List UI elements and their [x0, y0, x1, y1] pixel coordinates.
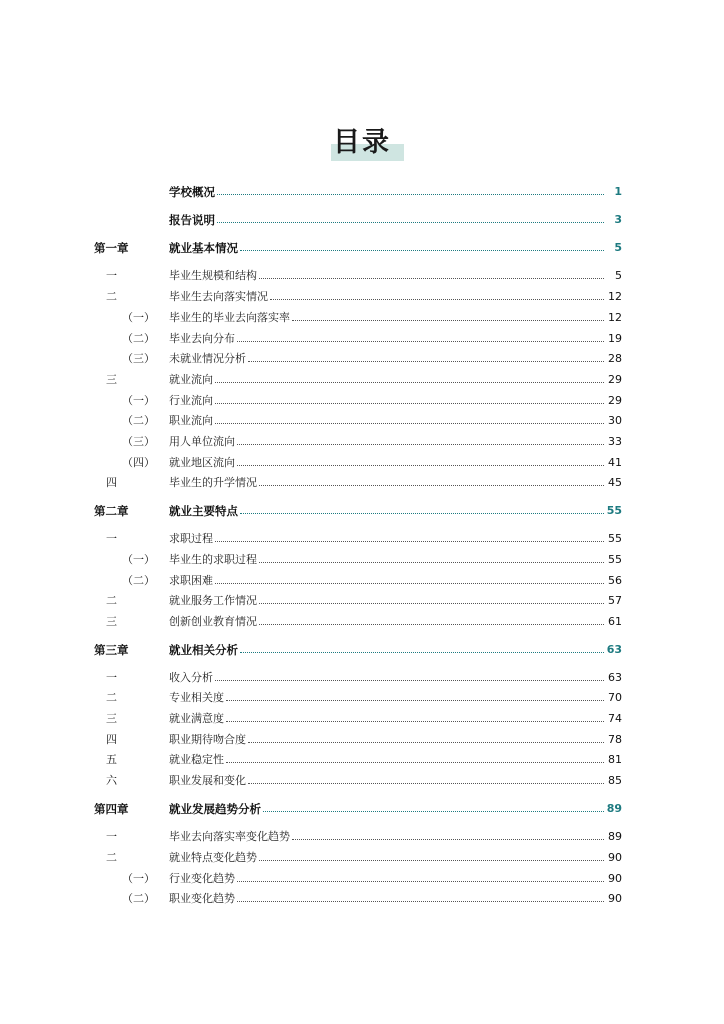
toc-dot-leader — [215, 583, 604, 584]
toc-entry[interactable] — [94, 773, 622, 789]
toc-entry[interactable] — [94, 212, 622, 228]
toc-entry-page-number: 5 — [615, 269, 622, 282]
toc-entry-number: 五 — [106, 753, 117, 766]
toc-entry-number: 二 — [106, 290, 117, 303]
toc-entry-label: 就业服务工作情况 — [169, 594, 257, 607]
toc-entry-page-number: 33 — [608, 435, 622, 448]
toc-entry-number: 第四章 — [94, 802, 129, 816]
toc-entry-page-number: 70 — [608, 691, 622, 704]
toc-entry-label: 职业期待吻合度 — [169, 733, 246, 746]
toc-dot-leader — [226, 700, 604, 701]
page-title: 目录 — [333, 127, 391, 158]
toc-dot-leader — [237, 881, 604, 882]
toc-entry-number: （二） — [122, 892, 155, 905]
toc-dot-leader — [292, 320, 604, 321]
toc-dot-leader — [240, 513, 604, 514]
toc-entry[interactable] — [94, 434, 622, 450]
toc-entry-label: 就业特点变化趋势 — [169, 851, 257, 864]
toc-entry[interactable] — [94, 503, 622, 519]
toc-dot-leader — [217, 222, 604, 223]
toc-entry-number: 第二章 — [94, 504, 129, 518]
toc-entry[interactable] — [94, 240, 622, 256]
toc-dot-leader — [215, 382, 604, 383]
toc-entry-label: 就业稳定性 — [169, 753, 224, 766]
toc-dot-leader — [215, 541, 604, 542]
toc-entry-number: （四） — [122, 456, 155, 469]
toc-dot-leader — [248, 361, 604, 362]
toc-entry-number: 四 — [106, 476, 117, 489]
toc-dot-leader — [259, 278, 604, 279]
toc-entry[interactable] — [94, 891, 622, 907]
toc-entry-page-number: 63 — [606, 643, 622, 656]
toc-entry[interactable] — [94, 475, 622, 491]
toc-dot-leader — [237, 444, 604, 445]
toc-entry[interactable] — [94, 573, 622, 589]
toc-entry-page-number: 45 — [608, 476, 622, 489]
toc-entry[interactable] — [94, 871, 622, 887]
toc-entry-page-number: 55 — [608, 553, 622, 566]
toc-entry-label: 就业发展趋势分析 — [169, 802, 261, 816]
toc-entry-number: （二） — [122, 574, 155, 587]
toc-entry-page-number: 55 — [608, 532, 622, 545]
toc-dot-leader — [215, 423, 604, 424]
toc-entry-label: 毕业生的升学情况 — [169, 476, 257, 489]
toc-entry-number: （二） — [122, 414, 155, 427]
toc-entry[interactable] — [94, 850, 622, 866]
toc-entry-page-number: 63 — [608, 671, 622, 684]
toc-dot-leader — [248, 742, 604, 743]
toc-entry-number: 一 — [106, 532, 117, 545]
toc-dot-leader — [263, 811, 604, 812]
toc-dot-leader — [237, 341, 604, 342]
toc-entry-number: （一） — [122, 311, 155, 324]
toc-dot-leader — [226, 721, 604, 722]
toc-entry-label: 创新创业教育情况 — [169, 615, 257, 628]
toc-entry-label: 职业发展和变化 — [169, 774, 246, 787]
toc-entry-number: （一） — [122, 872, 155, 885]
toc-entry-label: 报告说明 — [169, 213, 215, 227]
toc-entry-page-number: 29 — [608, 394, 622, 407]
toc-entry-label: 就业满意度 — [169, 712, 224, 725]
toc-entry[interactable] — [94, 642, 622, 658]
toc-entry-number: 四 — [106, 733, 117, 746]
toc-entry[interactable] — [94, 331, 622, 347]
toc-dot-leader — [226, 762, 604, 763]
toc-dot-leader — [237, 465, 604, 466]
toc-dot-leader — [248, 783, 604, 784]
toc-entry-number: （二） — [122, 332, 155, 345]
toc-entry-number: 一 — [106, 671, 117, 684]
toc-dot-leader — [259, 603, 604, 604]
toc-entry-page-number: 89 — [606, 802, 622, 815]
toc-entry-page-number: 61 — [608, 615, 622, 628]
toc-entry-number: 二 — [106, 691, 117, 704]
toc-entry-page-number: 12 — [608, 311, 622, 324]
toc-entry-label: 就业相关分析 — [169, 643, 238, 657]
toc-dot-leader — [259, 562, 604, 563]
toc-entry-label: 未就业情况分析 — [169, 352, 246, 365]
toc-entry[interactable] — [94, 268, 622, 284]
toc-entry-label: 就业流向 — [169, 373, 213, 386]
toc-entry[interactable] — [94, 455, 622, 471]
toc-entry-page-number: 81 — [608, 753, 622, 766]
toc-dot-leader — [215, 680, 604, 681]
toc-entry-page-number: 57 — [608, 594, 622, 607]
toc-dot-leader — [237, 901, 604, 902]
toc-entry-label: 就业主要特点 — [169, 504, 238, 518]
toc-entry-number: 二 — [106, 851, 117, 864]
toc-entry[interactable] — [94, 289, 622, 305]
toc-entry-label: 毕业生去向落实情况 — [169, 290, 268, 303]
toc-entry-page-number: 55 — [606, 504, 622, 517]
toc-entry[interactable] — [94, 670, 622, 686]
toc-entry-page-number: 90 — [608, 892, 622, 905]
toc-entry[interactable] — [94, 732, 622, 748]
toc-entry[interactable] — [94, 184, 622, 200]
toc-entry-label: 求职过程 — [169, 532, 213, 545]
toc-entry[interactable] — [94, 351, 622, 367]
toc-entry-number: （一） — [122, 553, 155, 566]
toc-dot-leader — [215, 403, 604, 404]
toc-entry-label: 学校概况 — [169, 185, 215, 199]
toc-entry-number: 三 — [106, 373, 117, 386]
toc-entry[interactable] — [94, 372, 622, 388]
toc-entry-label: 职业流向 — [169, 414, 213, 427]
toc-entry-number: 三 — [106, 615, 117, 628]
toc-entry[interactable] — [94, 531, 622, 547]
toc-dot-leader — [240, 250, 604, 251]
toc-entry[interactable] — [94, 829, 622, 845]
toc-entry-page-number: 12 — [608, 290, 622, 303]
toc-entry-number: 第三章 — [94, 643, 129, 657]
toc-dot-leader — [240, 652, 604, 653]
toc-entry-page-number: 19 — [608, 332, 622, 345]
toc-entry[interactable] — [94, 593, 622, 609]
toc-entry-page-number: 90 — [608, 851, 622, 864]
toc-entry-number: 一 — [106, 830, 117, 843]
toc-entry[interactable] — [94, 393, 622, 409]
toc-entry-number: 一 — [106, 269, 117, 282]
toc-entry-label: 求职困难 — [169, 574, 213, 587]
toc-entry-number: 三 — [106, 712, 117, 725]
toc-entry[interactable] — [94, 690, 622, 706]
toc-entry-page-number: 74 — [608, 712, 622, 725]
toc-entry-label: 职业变化趋势 — [169, 892, 235, 905]
toc-dot-leader — [292, 839, 604, 840]
toc-entry-label: 就业基本情况 — [169, 241, 238, 255]
toc-entry-label: 行业流向 — [169, 394, 213, 407]
toc-entry-page-number: 90 — [608, 872, 622, 885]
toc-entry-number: （三） — [122, 352, 155, 365]
toc-entry-page-number: 1 — [614, 185, 622, 198]
toc-entry-page-number: 85 — [608, 774, 622, 787]
toc-entry-label: 行业变化趋势 — [169, 872, 235, 885]
toc-dot-leader — [270, 299, 604, 300]
toc-entry-page-number: 29 — [608, 373, 622, 386]
toc-entry-label: 就业地区流向 — [169, 456, 235, 469]
toc-entry-page-number: 89 — [608, 830, 622, 843]
toc-entry[interactable] — [94, 711, 622, 727]
toc-entry-label: 收入分析 — [169, 671, 213, 684]
toc-dot-leader — [259, 624, 604, 625]
toc-entry-number: 二 — [106, 594, 117, 607]
toc-entry-label: 用人单位流向 — [169, 435, 235, 448]
toc-entry[interactable] — [94, 752, 622, 768]
toc-entry-number: （三） — [122, 435, 155, 448]
toc-entry-page-number: 56 — [608, 574, 622, 587]
toc-entry-label: 专业相关度 — [169, 691, 224, 704]
toc-entry-number: 第一章 — [94, 241, 129, 255]
toc-entry-label: 毕业生的求职过程 — [169, 553, 257, 566]
toc-entry[interactable] — [94, 413, 622, 429]
toc-entry-page-number: 5 — [614, 241, 622, 254]
toc-entry[interactable] — [94, 552, 622, 568]
toc-entry-page-number: 30 — [608, 414, 622, 427]
toc-entry[interactable] — [94, 801, 622, 817]
toc-entry-page-number: 28 — [608, 352, 622, 365]
toc-entry-label: 毕业去向分布 — [169, 332, 235, 345]
toc-entry-label: 毕业生的毕业去向落实率 — [169, 311, 290, 324]
toc-dot-leader — [217, 194, 604, 195]
toc-entry-page-number: 3 — [614, 213, 622, 226]
toc-entry[interactable] — [94, 310, 622, 326]
toc-dot-leader — [259, 860, 604, 861]
toc-entry-number: 六 — [106, 774, 117, 787]
toc-entry-label: 毕业生规模和结构 — [169, 269, 257, 282]
toc-entry-label: 毕业去向落实率变化趋势 — [169, 830, 290, 843]
toc-entry-number: （一） — [122, 394, 155, 407]
toc-entry-page-number: 78 — [608, 733, 622, 746]
toc-entry[interactable] — [94, 614, 622, 630]
toc-dot-leader — [259, 485, 604, 486]
toc-entry-page-number: 41 — [608, 456, 622, 469]
